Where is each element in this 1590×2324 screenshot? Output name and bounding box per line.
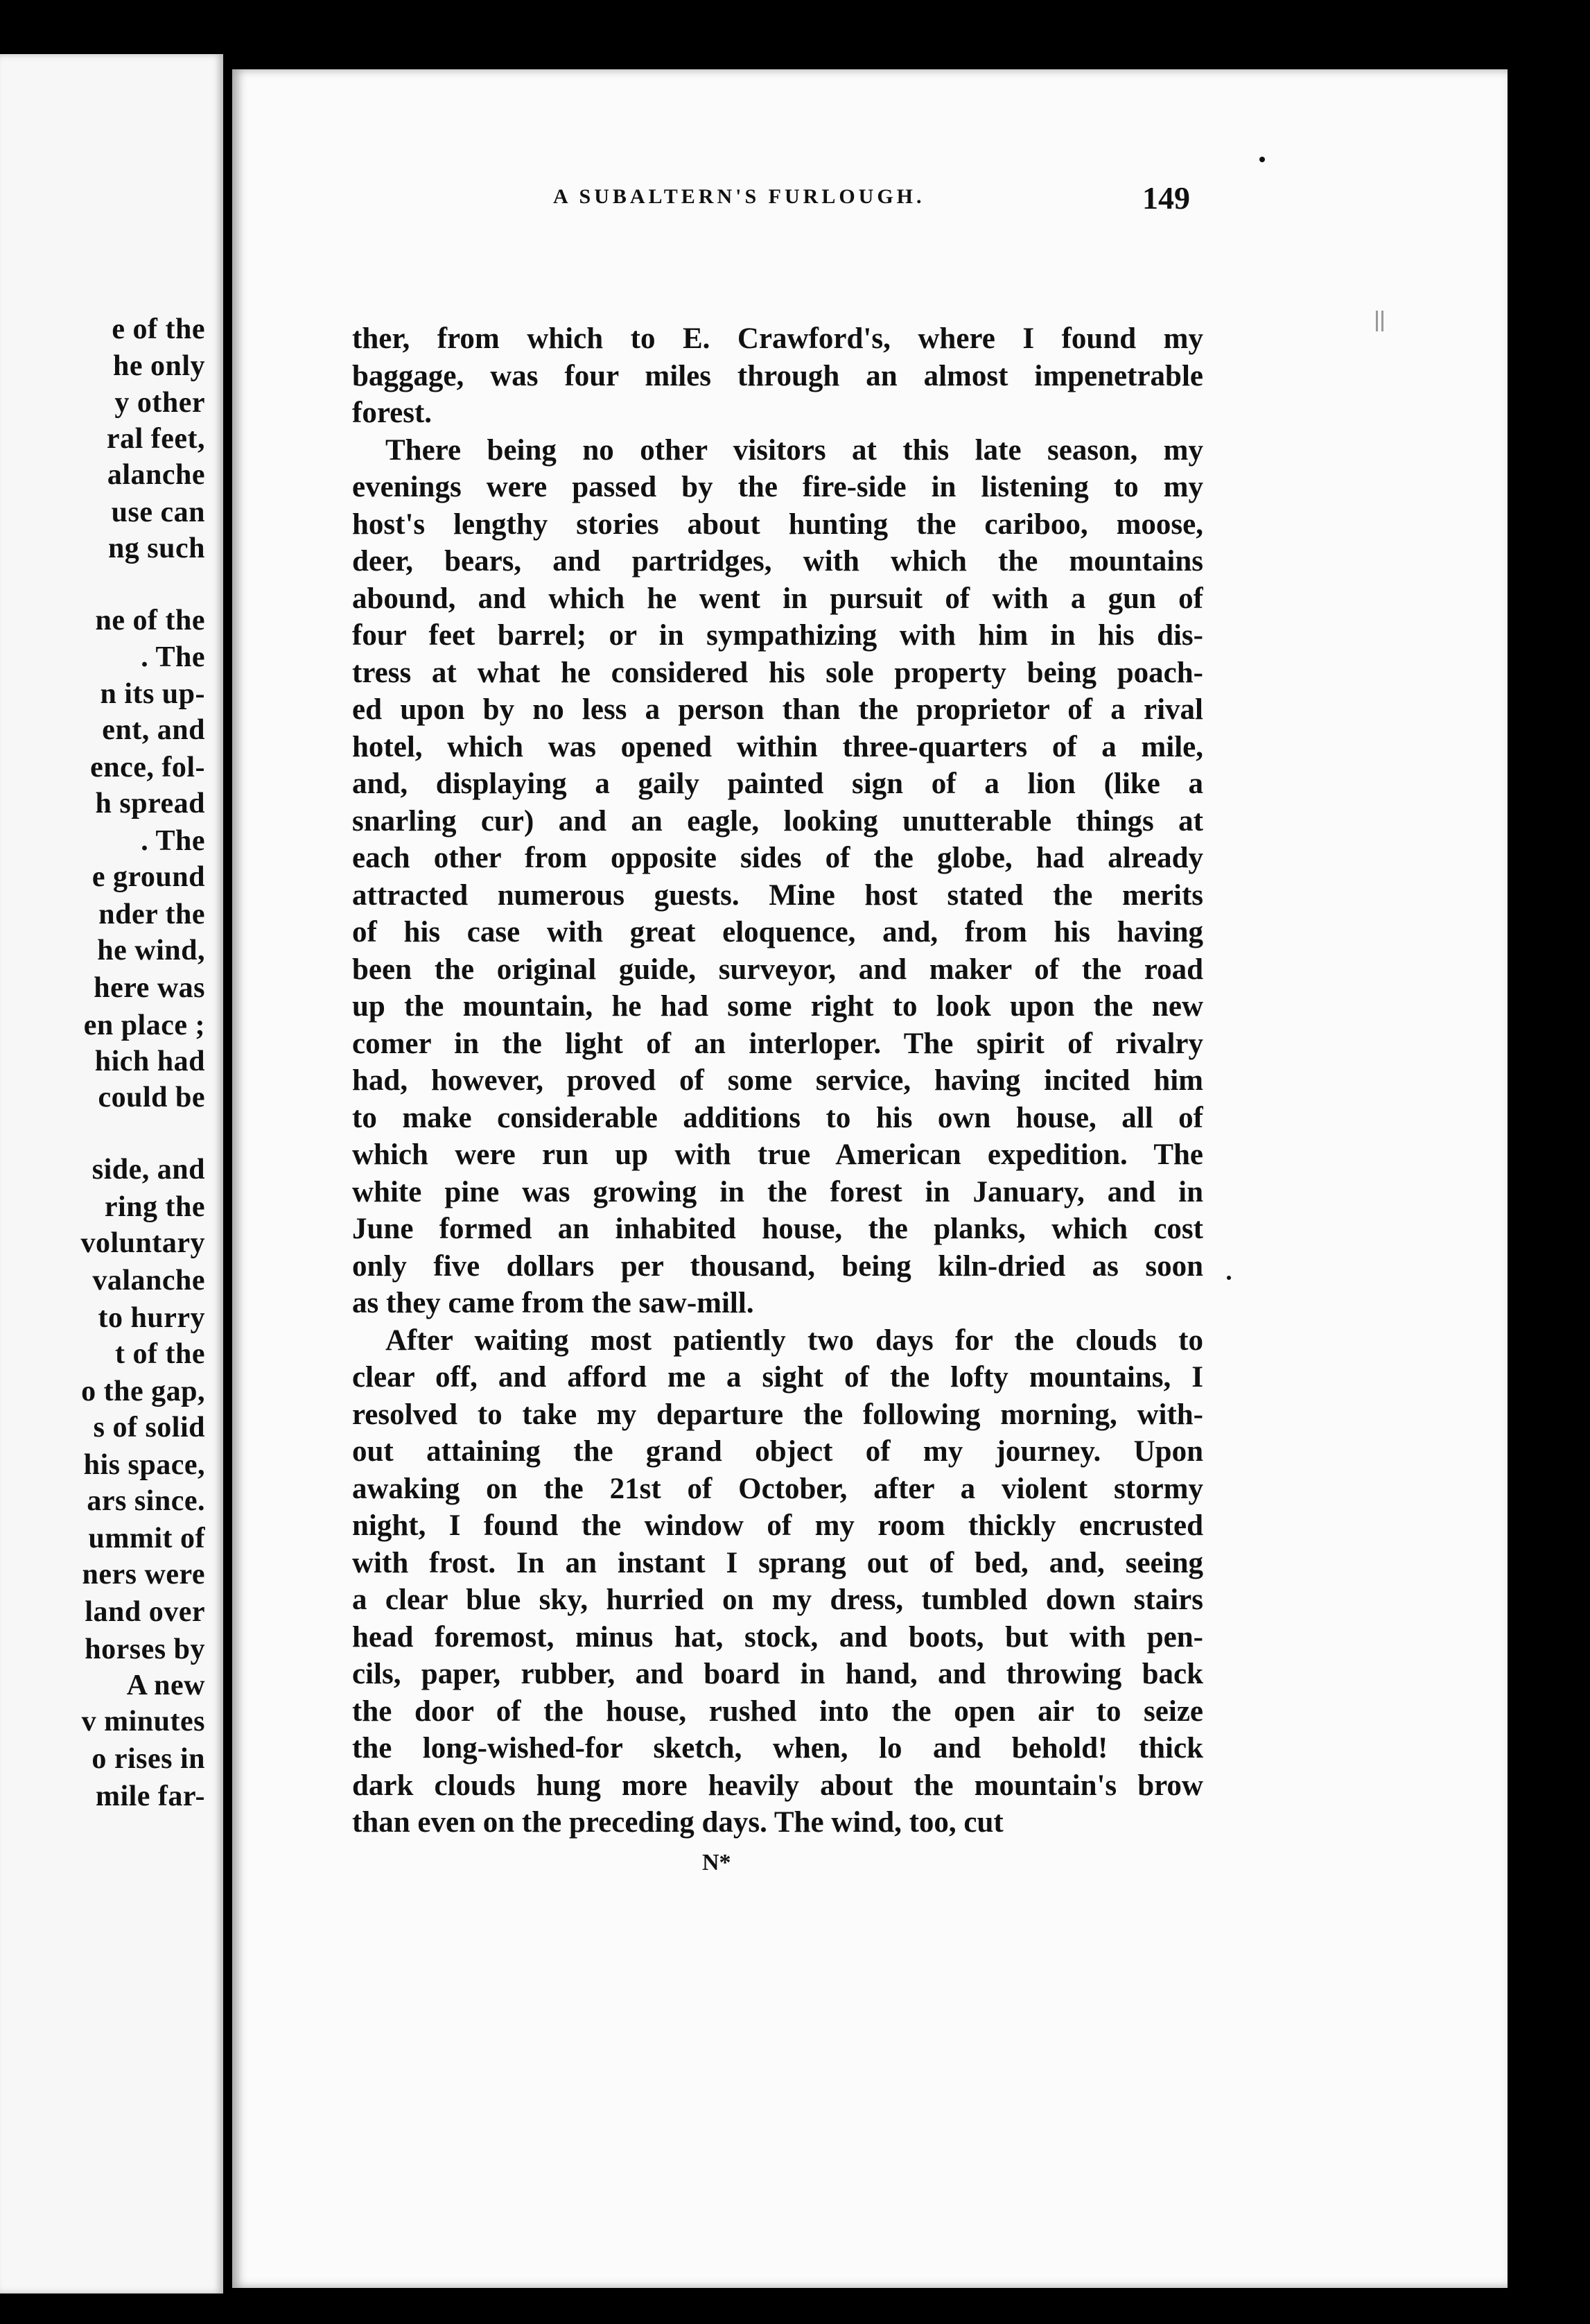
- text-line: There being no other visitors at this late season, my: [385, 433, 1203, 467]
- text-line: which were run up with true American expedition. The: [352, 1138, 1203, 1171]
- left-page-text-fragment: . The: [141, 825, 205, 857]
- left-page-text-fragment: hich had: [94, 1046, 205, 1077]
- text-line: out attaining the grand object of my journey. Upon: [352, 1435, 1203, 1468]
- left-page-text-fragment: e ground: [91, 861, 205, 893]
- text-line: head foremost, minus hat, stock, and boots, but with pen-: [352, 1620, 1203, 1654]
- left-page-text-fragment: he only: [112, 350, 205, 382]
- text-line: white pine was growing in the forest in January, and in: [352, 1175, 1203, 1208]
- left-page-text-fragment: ners were: [82, 1559, 205, 1590]
- left-page-text-fragment: mile far-: [95, 1780, 205, 1812]
- text-line: awaking on the 21st of October, after a violent stormy: [352, 1472, 1203, 1505]
- left-page-text-fragment: nder the: [98, 899, 205, 930]
- left-page-text-fragment: here was: [94, 972, 205, 1004]
- text-line: with frost. In an instant I sprang out of bed, and, seeing: [352, 1546, 1203, 1579]
- left-page-text-fragment: voluntary: [80, 1227, 205, 1259]
- left-page-text-fragment: could be: [98, 1082, 205, 1113]
- left-page-text-fragment: to hurry: [98, 1302, 205, 1334]
- text-line: had, however, proved of some service, having incited him: [352, 1064, 1203, 1097]
- text-line: four feet barrel; or in sympathizing with him in his dis-: [352, 619, 1203, 652]
- text-line: than even on the preceding days. The wind, too, cut: [352, 1806, 1004, 1839]
- left-page-text-fragment: his space,: [83, 1449, 205, 1481]
- left-page-text-fragment: use can: [111, 496, 205, 528]
- left-page-text-fragment: n its up-: [100, 678, 205, 710]
- left-page-text-fragment: ral feet,: [106, 423, 205, 455]
- left-page-text-fragment: ring the: [104, 1191, 205, 1223]
- left-page-text-fragment: A new: [126, 1670, 205, 1701]
- text-line: comer in the light of an interloper. The spirit of rivalry: [352, 1027, 1203, 1060]
- text-line: been the original guide, surveyor, and maker of the road: [352, 953, 1203, 986]
- text-line: forest.: [352, 397, 433, 429]
- text-line: and, displaying a gaily painted sign of a lion (like a: [352, 768, 1203, 800]
- text-line: clear off, and afford me a sight of the lofty mountains, I: [352, 1361, 1203, 1394]
- text-line: hotel, which was opened within three-quarters of a mile,: [352, 730, 1203, 763]
- left-page-text-fragment: s of solid: [93, 1412, 205, 1443]
- left-page-text-fragment: valanche: [92, 1265, 205, 1297]
- signature-mark: N*: [702, 1850, 731, 1875]
- left-page-text-fragment: h spread: [95, 788, 205, 820]
- left-page-text-fragment: o the gap,: [81, 1376, 205, 1407]
- body-text: [352, 320, 1203, 1841]
- left-page-text-fragment: horses by: [85, 1633, 205, 1665]
- text-line: resolved to take my departure the following morning, with-: [352, 1398, 1203, 1431]
- left-page-text-fragment: ng such: [107, 532, 205, 564]
- left-page-text-fragment: e of the: [112, 313, 205, 345]
- text-line: snarling cur) and an eagle, looking unutterable things at: [352, 804, 1203, 838]
- text-line: abound, and which he went in pursuit of with a gun of: [352, 582, 1203, 615]
- previous-page-fragment: [0, 54, 223, 2293]
- scan-mark: [1381, 311, 1383, 331]
- text-line: attracted numerous guests. Mine host stated the merits: [352, 878, 1203, 912]
- left-page-text-fragment: ence, fol-: [90, 752, 205, 783]
- text-line: cils, paper, rubber, and board in hand, and throwing back: [352, 1658, 1203, 1690]
- text-line: only five dollars per thousand, being kiln-dried as soon: [352, 1249, 1203, 1283]
- left-page-text-fragment: side, and: [91, 1154, 205, 1186]
- text-line: as they came from the saw-mill.: [352, 1287, 754, 1319]
- text-line: up the mountain, he had some right to look upon the new: [352, 990, 1203, 1023]
- text-line: night, I found the window of my room thickly encrusted: [352, 1509, 1203, 1542]
- text-line: tress at what he considered his sole property being poach-: [352, 656, 1203, 689]
- text-line: After waiting most patiently two days for the clouds to: [385, 1324, 1203, 1357]
- text-line: baggage, was four miles through an almost impenetrable: [352, 359, 1203, 392]
- left-page-text-fragment: v minutes: [81, 1706, 205, 1737]
- left-page-text-fragment: en place ;: [83, 1009, 205, 1041]
- dust-speck: [1227, 1276, 1231, 1280]
- left-page-text-fragment: . The: [141, 641, 205, 673]
- left-page-text-fragment: he wind,: [97, 935, 205, 966]
- page-number: 149: [1142, 180, 1190, 216]
- text-line: host's lengthy stories about hunting the cariboo, moose,: [352, 508, 1203, 541]
- running-head: A SUBALTERN'S FURLOUGH.: [553, 185, 925, 208]
- text-line: the long-wished-for sketch, when, lo and behold! thick: [352, 1732, 1203, 1764]
- text-line: a clear blue sky, hurried on my dress, tumbled down stairs: [352, 1584, 1203, 1616]
- text-line: the door of the house, rushed into the open air to seize: [352, 1694, 1203, 1728]
- text-line: ed upon by no less a person than the proprietor of a rival: [352, 693, 1203, 726]
- left-page-text-fragment: ars since.: [87, 1485, 205, 1517]
- text-line: evenings were passed by the fire-side in listening to my: [352, 471, 1203, 503]
- text-line: ther, from which to E. Crawford's, where I found my: [352, 322, 1203, 355]
- left-page-text-fragment: ent, and: [102, 714, 205, 746]
- left-page-text-fragment: y other: [114, 387, 205, 419]
- dust-speck: [1259, 157, 1265, 162]
- left-page-text-fragment: alanche: [107, 459, 205, 491]
- text-line: June formed an inhabited house, the planks, which cost: [352, 1213, 1203, 1245]
- left-page-text-fragment: o rises in: [91, 1743, 205, 1775]
- text-line: each other from opposite sides of the globe, had already: [352, 842, 1203, 874]
- text-line: of his case with great eloquence, and, from his having: [352, 916, 1203, 948]
- left-page-text-fragment: ne of the: [95, 605, 205, 636]
- scan-mark: [1376, 311, 1378, 331]
- text-line: dark clouds hung more heavily about the mountain's brow: [352, 1769, 1203, 1802]
- left-page-text-fragment: t of the: [115, 1338, 205, 1370]
- text-line: deer, bears, and partridges, with which the mountains: [352, 545, 1203, 578]
- text-line: to make considerable additions to his own house, all of: [352, 1101, 1203, 1134]
- left-page-text-fragment: ummit of: [88, 1523, 205, 1554]
- left-page-text-fragment: land over: [85, 1596, 205, 1628]
